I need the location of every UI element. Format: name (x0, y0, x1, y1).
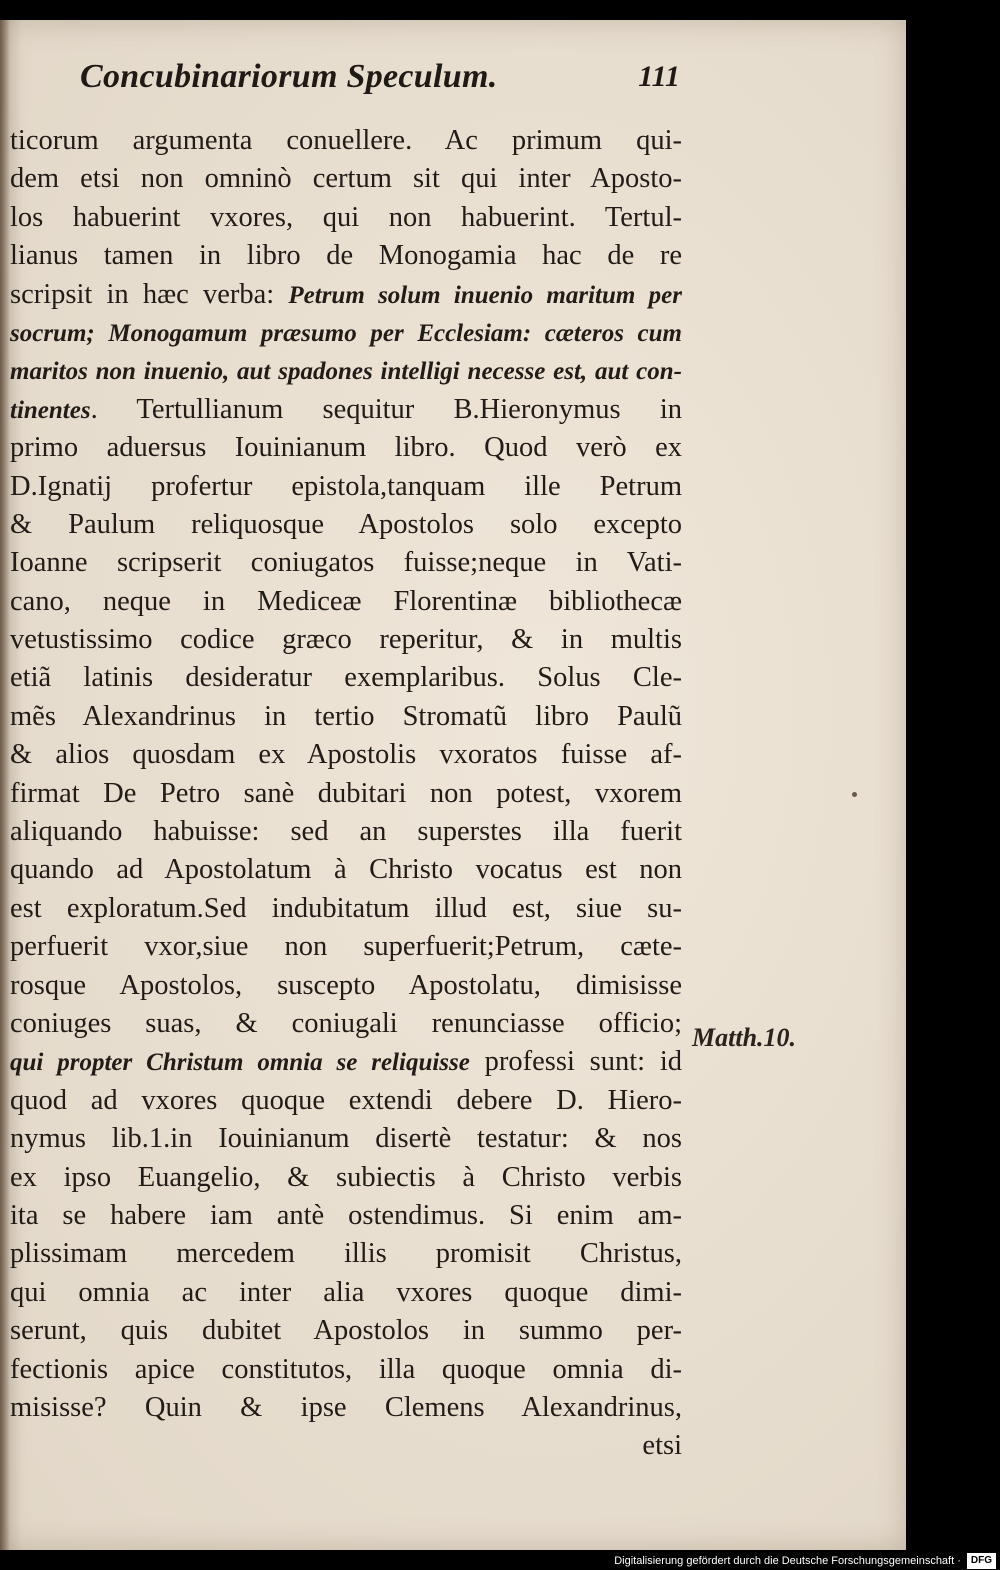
body-text (10, 122, 682, 1466)
text-segment: los habuerint vxores, qui non habuerint. Tertul- (10, 201, 682, 233)
text-segment: mẽs Alexandrinus in tertio Stromatũ libro Paulũ (10, 700, 682, 732)
text-segment: serunt, quis dubitet Apostolos in summo per- (10, 1315, 682, 1347)
text-line (10, 122, 682, 160)
text-line (10, 1389, 682, 1427)
text-segment: est exploratum.Sed indubitatum illud est, siue su- (10, 892, 682, 924)
text-line (10, 544, 682, 582)
text-segment: aliquando habuisse: sed an superstes illa fuerit (10, 816, 682, 848)
book-page (0, 20, 906, 1550)
italic-segment: tinentes (10, 396, 91, 424)
text-segment: dem etsi non omninò certum sit qui inter Aposto- (10, 163, 682, 195)
text-line (10, 1312, 682, 1350)
text-line (10, 813, 682, 851)
dfg-logo: DFG (967, 1553, 996, 1569)
text-segment: ita se habere iam antè ostendimus. Si enim am- (10, 1199, 682, 1231)
footer-credit (600, 1551, 996, 1570)
text-segment: misisse? Quin & ipse Clemens Alexandrinus, (10, 1391, 682, 1423)
italic-segment: maritos non inuenio, aut spadones intelligi necesse est, aut con- (10, 358, 682, 386)
text-segment: Ioanne scripserit coniugatos fuisse;neque in Vati- (10, 547, 682, 579)
text-line (10, 775, 682, 813)
text-line (10, 506, 682, 544)
text-line (10, 736, 682, 774)
text-line (10, 928, 682, 966)
text-segment: lianus tamen in libro de Monogamia hac de re (10, 240, 682, 272)
text-line (10, 1005, 682, 1043)
text-line (10, 391, 682, 429)
text-segment: etiã latinis desideratur exemplaribus. Solus Cle- (10, 662, 682, 694)
text-segment: professi sunt: id (469, 1046, 682, 1078)
text-segment: coniuges suas, & coniugali renunciasse officio; (10, 1007, 682, 1039)
text-line (10, 352, 682, 390)
text-line (10, 659, 682, 697)
text-line (10, 1197, 682, 1235)
text-line (10, 967, 682, 1005)
italic-segment: socrum; Monogamum præsumo per Ecclesiam: cæteros cum (10, 319, 682, 347)
text-segment: cano, neque in Mediceæ Florentinæ bibliothecæ (10, 585, 682, 617)
text-segment: etsi (642, 1430, 682, 1462)
text-segment: quod ad vxores quoque extendi debere D. Hiero- (10, 1084, 682, 1116)
text-segment: scripsit in hæc verba: (10, 278, 289, 310)
text-line (10, 468, 682, 506)
text-line (10, 199, 682, 237)
italic-segment: Petrum solum inuenio maritum per (288, 281, 682, 309)
text-line (10, 1427, 682, 1465)
text-segment: perfuerit vxor,siue non superfuerit;Petrum, cæte- (10, 931, 682, 963)
text-segment: firmat De Petro sanè dubitari non potest, vxorem (10, 777, 682, 809)
text-segment: fectionis apice constitutos, illa quoque omnia di- (10, 1353, 682, 1385)
text-line (10, 1159, 682, 1197)
text-line (10, 1082, 682, 1120)
text-line (10, 621, 682, 659)
text-segment: rosque Apostolos, suscepto Apostolatu, dimisisse (10, 969, 682, 1001)
text-segment: & Paulum reliquosque Apostolos solo excepto (10, 508, 682, 540)
footer-credit-text: Digitalisierung gefördert durch die Deutsche Forschungsgemeinschaft · (614, 1554, 961, 1567)
text-segment: qui omnia ac inter alia vxores quoque dimi- (10, 1276, 682, 1308)
text-line (10, 1120, 682, 1158)
text-line (10, 1351, 682, 1389)
text-segment: & alios quosdam ex Apostolis vxoratos fuisse af- (10, 739, 682, 771)
text-segment: D.Ignatij profertur epistola,tanquam ille Petrum (10, 470, 682, 502)
text-line (10, 429, 682, 467)
page-number: 111 (638, 60, 680, 93)
text-line (10, 1274, 682, 1312)
text-line (10, 890, 682, 928)
text-segment: vetustissimo codice græco reperitur, & in multis (10, 624, 682, 656)
ink-speck (852, 792, 857, 797)
margin-note: Matth.10. (692, 1023, 797, 1052)
text-segment: . Tertullianum sequitur B.Hieronymus in (90, 393, 682, 425)
text-line (10, 851, 682, 889)
text-segment: plissimam mercedem illis promisit Christus, (10, 1238, 682, 1270)
page-header (80, 56, 680, 112)
text-line (10, 1043, 682, 1081)
text-segment: ticorum argumenta conuellere. Ac primum qui- (10, 125, 682, 156)
text-segment: nymus lib.1.in Iouinianum disertè testatur: & nos (10, 1123, 682, 1155)
text-line (10, 698, 682, 736)
text-line (10, 583, 682, 621)
text-line (10, 276, 682, 314)
text-line (10, 1235, 682, 1273)
italic-segment: qui propter Christum omnia se reliquisse (10, 1049, 470, 1077)
text-segment: primo aduersus Iouinianum libro. Quod verò ex (10, 432, 682, 464)
text-line (10, 237, 682, 275)
text-segment: ex ipso Euangelio, & subiectis à Christo verbis (10, 1161, 682, 1193)
text-line (10, 160, 682, 198)
running-head: Concubinariorum Speculum. (80, 58, 498, 95)
text-segment: quando ad Apostolatum à Christo vocatus est non (10, 854, 682, 886)
page-spine-shadow (0, 20, 10, 1550)
text-line (10, 314, 682, 352)
